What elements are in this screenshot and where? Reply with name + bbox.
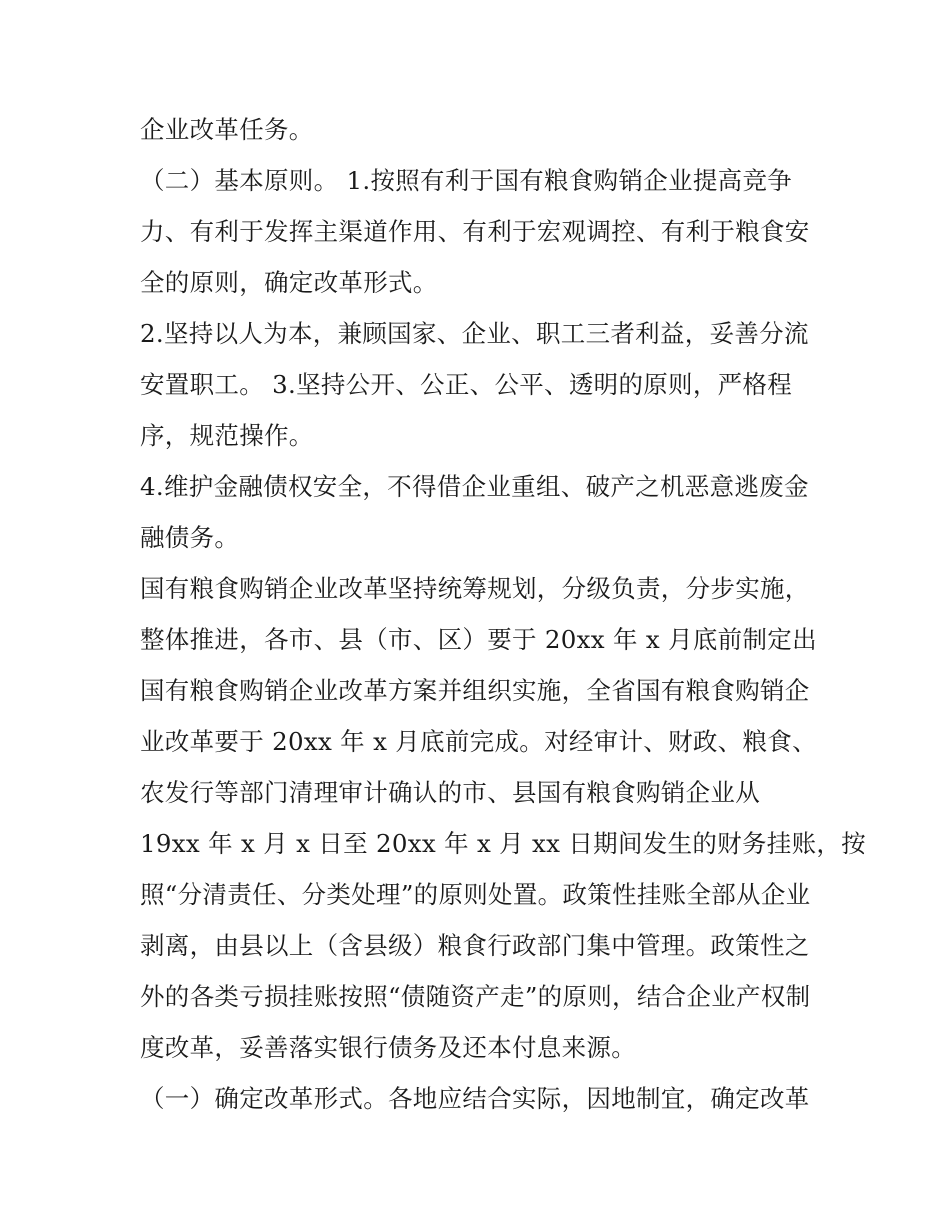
text-line: 国有粮食购销企业改革坚持统筹规划，分级负责，分步实施， (140, 574, 810, 603)
text-line: 全的原则，确定改革形式。 (140, 268, 438, 297)
text-line: 整体推进，各市、县（市、区）要于 20xx 年 x 月底前制定出 (140, 625, 817, 654)
text-line: 融债务。 (140, 523, 240, 552)
text-line: 照“分清责任、分类处理”的原则处置。政策性挂账全部从企业 (140, 880, 811, 909)
body-text (140, 104, 866, 1124)
text-line: 力、有利于发挥主渠道作用、有利于宏观调控、有利于粮食安 (140, 217, 810, 246)
text-line: （一）确定改革形式。各地应结合实际，因地制宜，确定改革 (140, 1084, 810, 1113)
text-line: 国有粮食购销企业改革方案并组织实施，全省国有粮食购销企 (140, 676, 810, 705)
text-line: 剥离，由县以上（含县级）粮食行政部门集中管理。政策性之 (140, 931, 810, 960)
text-line: 业改革要于 20xx 年 x 月底前完成。对经审计、财政、粮食、 (140, 727, 817, 756)
text-line: 企业改革任务。 (140, 115, 314, 144)
text-line: 19xx 年 x 月 x 日至 20xx 年 x 月 xx 日期间发生的财务挂账，按 (140, 829, 866, 858)
text-line: 2.坚持以人为本，兼顾国家、企业、职工三者利益，妥善分流 (140, 319, 809, 348)
text-line: 农发行等部门清理审计确认的市、县国有粮食购销企业从 (140, 778, 760, 807)
text-line: 外的各类亏损挂账按照“债随资产走”的原则，结合企业产权制 (140, 982, 811, 1011)
text-line: 度改革，妥善落实银行债务及还本付息来源。 (140, 1033, 636, 1062)
text-line: 安置职工。 3.坚持公开、公正、公平、透明的原则，严格程 (140, 370, 793, 399)
text-line: 4.维护金融债权安全，不得借企业重组、破产之机恶意逃废金 (140, 472, 809, 501)
text-line: （二）基本原则。 1.按照有利于国有粮食购销企业提高竞争 (140, 166, 793, 195)
text-line: 序，规范操作。 (140, 421, 314, 450)
